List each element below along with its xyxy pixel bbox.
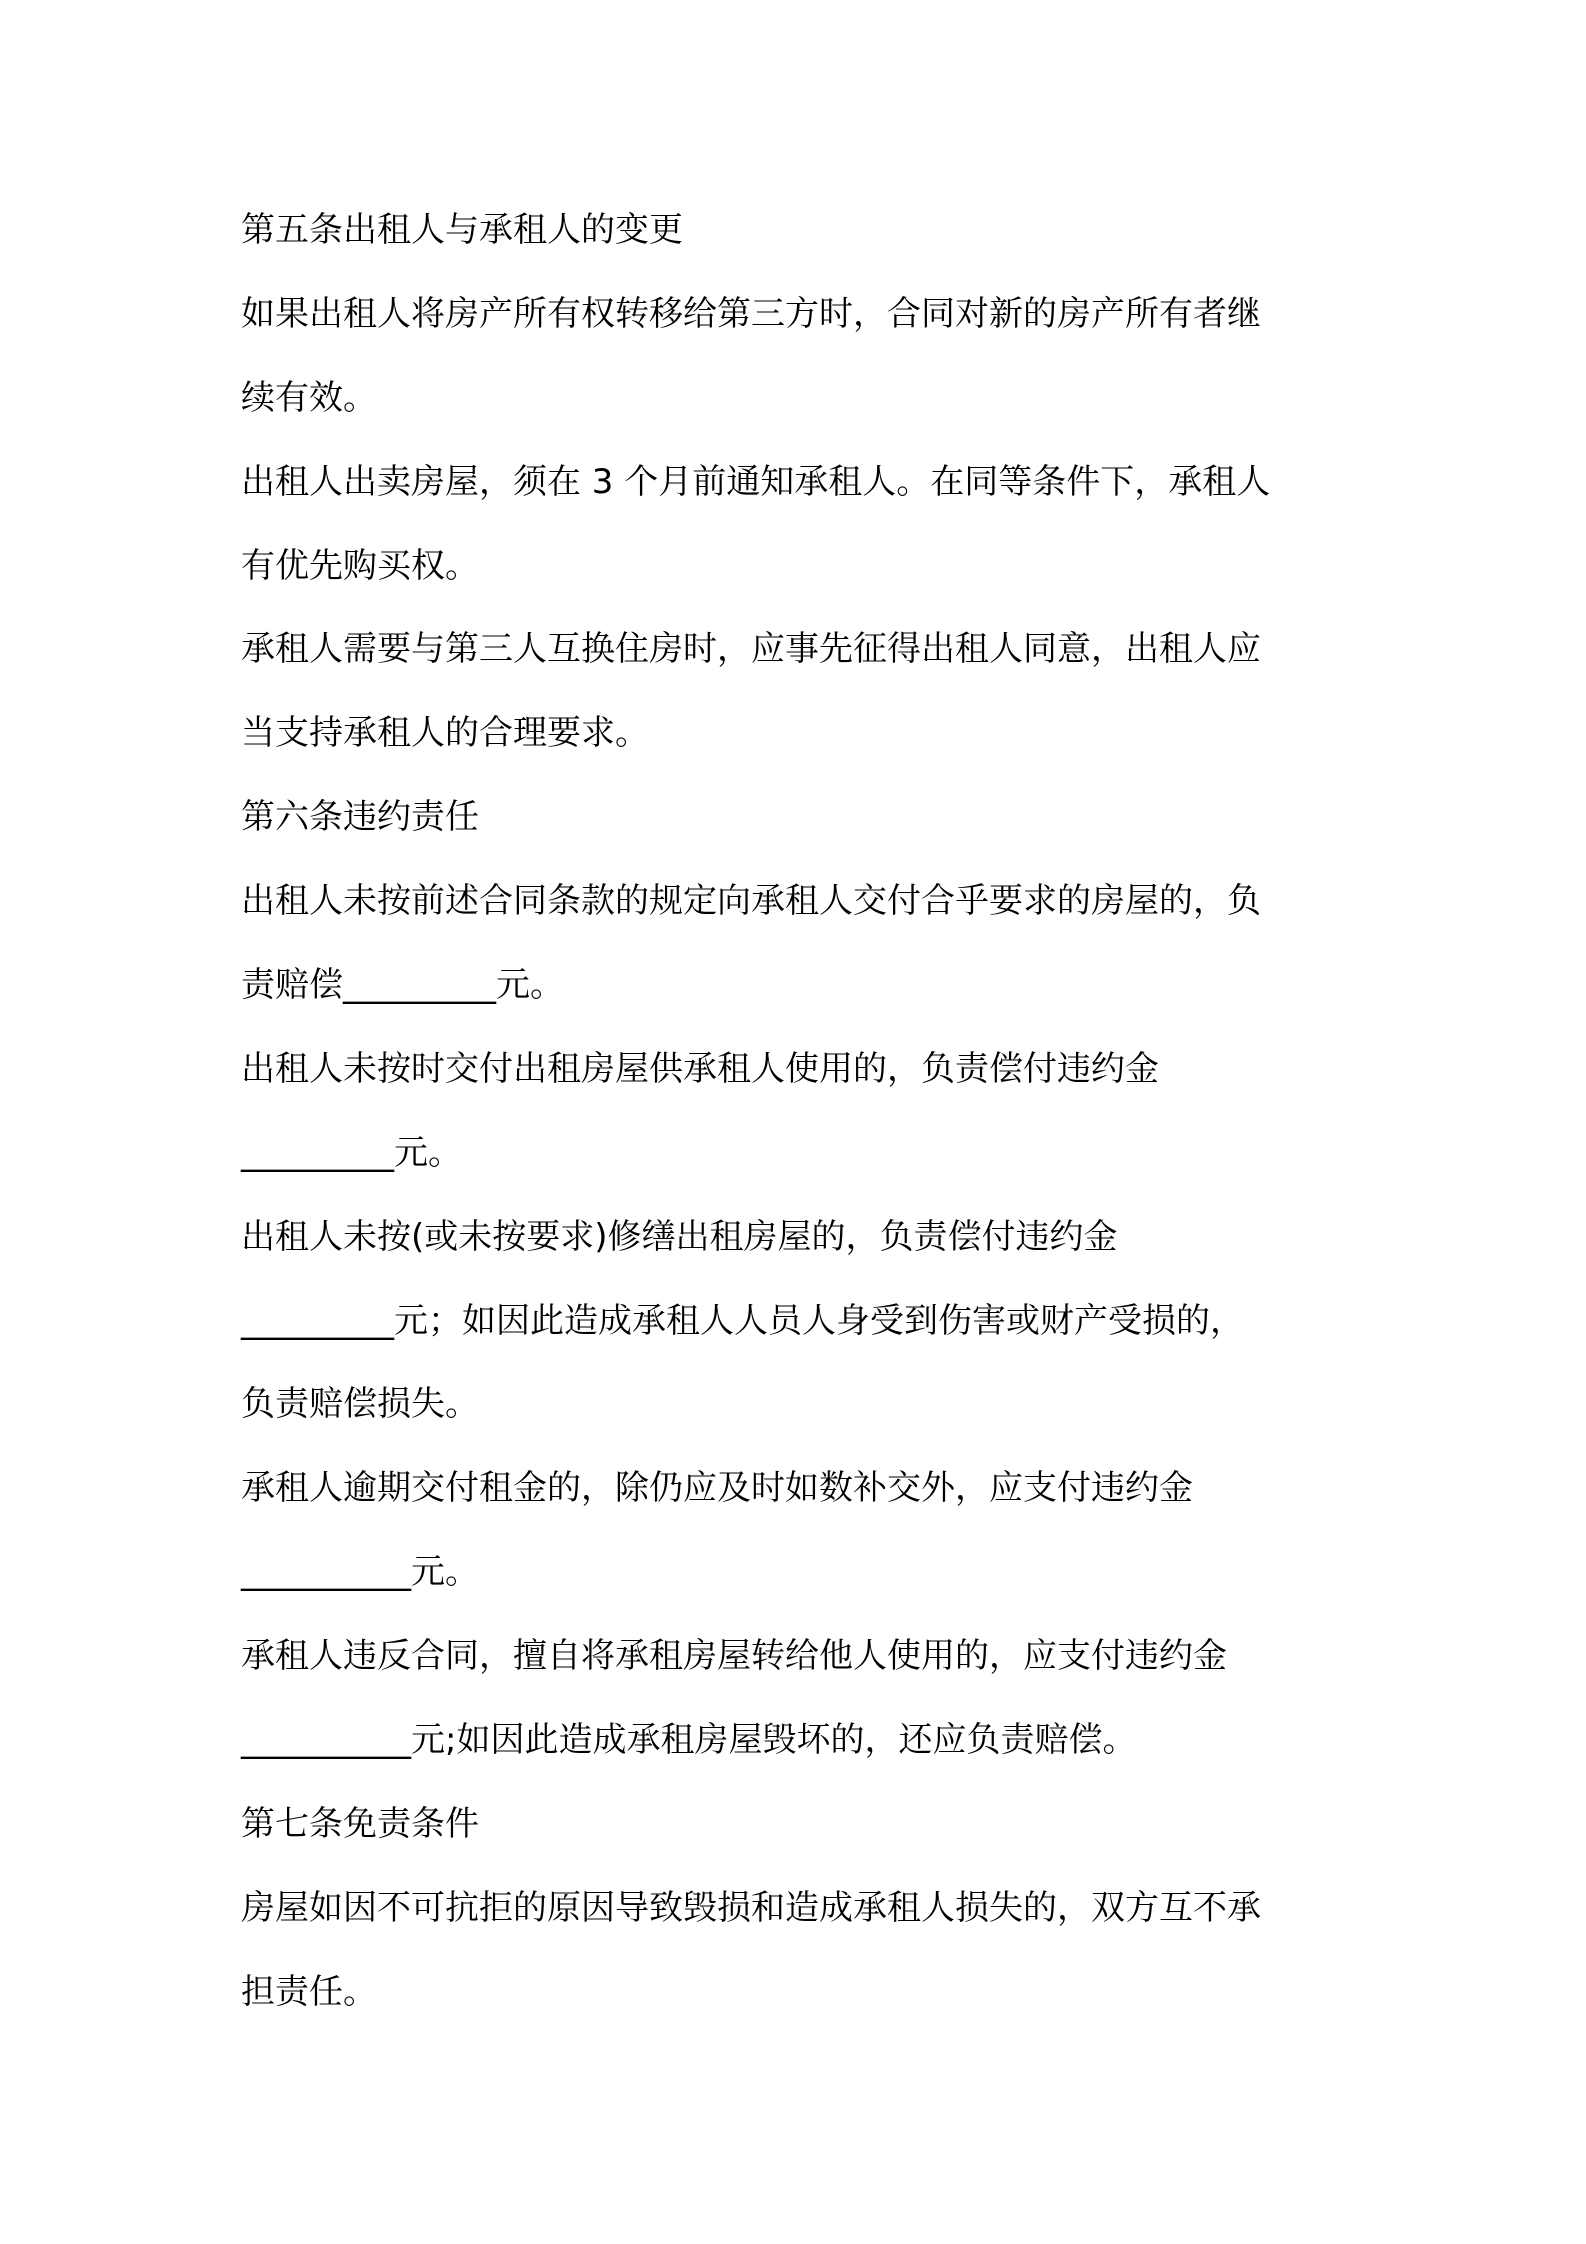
text-line: __________元。	[241, 1552, 479, 1593]
text-line: 出租人未按(或未按要求)修缮出租房屋的，负责偿付违约金	[241, 1216, 1118, 1257]
text-line: 当支持承租人的合理要求。	[241, 713, 649, 754]
article-5-heading: 第五条出租人与承租人的变更	[241, 210, 683, 250]
text-line: 有优先购买权。	[241, 545, 479, 586]
text-line: 承租人违反合同，擅自将承租房屋转给他人使用的，应支付违约金	[241, 1636, 1227, 1677]
text-line: 房屋如因不可抗拒的原因导致毁损和造成承租人损失的，双方互不承	[241, 1887, 1261, 1928]
text-line: 出租人未按时交付出租房屋供承租人使用的，负责偿付违约金	[241, 1048, 1159, 1089]
text-line: 出租人未按前述合同条款的规定向承租人交付合乎要求的房屋的，负	[241, 881, 1261, 922]
text-line: 出租人出卖房屋，须在 3 个月前通知承租人。在同等条件下，承租人	[241, 461, 1271, 502]
text-line: 担责任。	[241, 1971, 377, 2012]
text-line: 责赔偿_________元。	[241, 965, 564, 1006]
text-line: 如果出租人将房产所有权转移给第三方时，合同对新的房产所有者继	[241, 293, 1261, 334]
document-body	[241, 198, 1371, 2044]
article-6-heading: 第六条违约责任	[241, 797, 479, 838]
text-line: __________元;如因此造成承租房屋毁坏的，还应负责赔偿。	[241, 1720, 1137, 1761]
text-line: 承租人逾期交付租金的，除仍应及时如数补交外，应支付违约金	[241, 1468, 1193, 1509]
text-line: 负责赔偿损失。	[241, 1384, 479, 1425]
text-line: 续有效。	[241, 377, 377, 418]
text-line: _________元。	[241, 1132, 462, 1173]
article-7-heading: 第七条免责条件	[241, 1803, 479, 1844]
text-line: 承租人需要与第三人互换住房时，应事先征得出租人同意，出租人应	[241, 629, 1261, 670]
text-line: _________元；如因此造成承租人人员人身受到伤害或财产受损的，	[241, 1300, 1244, 1341]
